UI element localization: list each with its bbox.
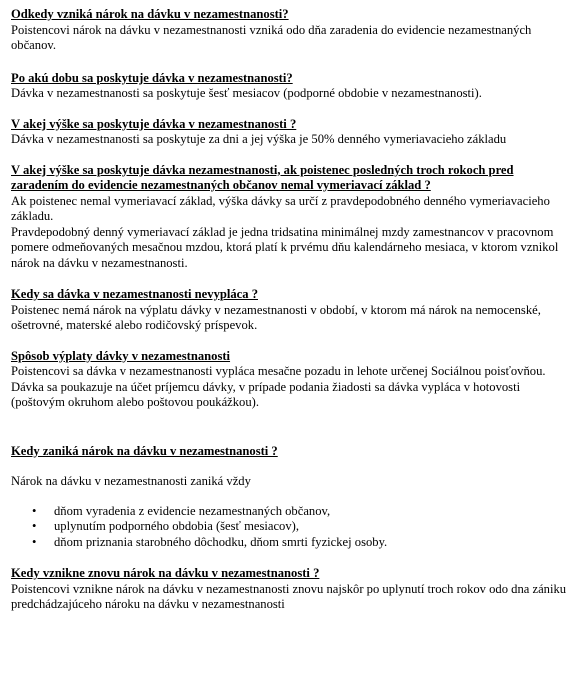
section-intro: Nárok na dávku v nezamestnanosti zaniká vždy (11, 474, 251, 488)
bullet-icon: • (32, 519, 37, 533)
list-item-text: dňom priznania starobného dôchodku, dňom smrti fyzickej osoby. (54, 534, 388, 549)
section-paragraph: Pravdepodobný denný vymeriavací základ je jedna tridsatina minimálnej mzdy zamestnancov v pracovnom pomere odmeňovaných mesačnou mzdou, ktorá platí k prvému dňu kalendárneho mesiaca, v ktorom vznikol nárok na dávku v nezamestnanosti. (11, 224, 559, 270)
bullet-icon: • (32, 503, 37, 518)
section-benefit-amount (11, 117, 567, 148)
section-heading: Kedy zaniká nárok na dávku v nezamestnanosti ? (11, 443, 278, 458)
list-item (11, 535, 567, 551)
section-paragraph: Dávka v nezamestnanosti sa poskytuje šesť mesiacov (podporné obdobie v nezamestnanosti). (11, 86, 482, 100)
section-entitlement-end (11, 444, 567, 551)
section-heading: Kedy sa dávka v nezamestnanosti nevypláca ? (11, 287, 258, 301)
section-payment-method (11, 349, 567, 411)
document-page (11, 7, 567, 613)
section-heading: Po akú dobu sa poskytuje dávka v nezamestnanosti? (11, 70, 293, 85)
section-paragraph: Dávka sa poukazuje na účet príjemcu dávky, v prípade podania žiadosti sa dávka vypláca v hotovosti (poštovým okruhom alebo poštovou poukážkou). (11, 379, 521, 409)
list-item-text: dňom vyradenia z evidencie nezamestnaných občanov, (54, 503, 331, 518)
section-paragraph: Poistencovi vznikne nárok na dávku v nezamestnanosti znovu najskôr po uplynutí troch rokov odo dna zániku predchádzajúceho nároku na dávku v nezamestnanosti (11, 581, 567, 611)
section-entitlement-renewal (11, 566, 567, 613)
bullet-icon: • (32, 534, 37, 549)
section-paragraph: Poistencovi sa dávka v nezamestnanosti vypláca mesačne pozadu in lehote určenej Sociálnou poisťovňou. (11, 364, 546, 378)
list-item (11, 519, 567, 535)
section-paragraph: Poistenec nemá nárok na výplatu dávky v nezamestnanosti v období, v ktorom má nárok na nemocenské, ošetrovné, materské alebo rodičovský príspevok. (11, 302, 541, 332)
section-benefit-duration (11, 71, 567, 102)
bullet-list (11, 504, 567, 551)
list-item (11, 504, 567, 520)
section-heading: V akej výške sa poskytuje dávka nezamestnanosti, ak poistenec posledných troch rokoch pred zaradením do evidencie nezamestnaných občanov nemal vymeriavací základ ? (11, 162, 514, 192)
section-entitlement-start (11, 7, 567, 54)
section-amount-without-base (11, 163, 567, 272)
section-heading: Spôsob výplaty dávky v nezamestnanosti (11, 348, 231, 363)
section-heading: V akej výške sa poskytuje dávka v nezamestnanosti ? (11, 116, 297, 131)
section-heading: Odkedy vzniká nárok na dávku v nezamestnanosti? (11, 7, 289, 21)
section-paragraph: Poistencovi nárok na dávku v nezamestnanosti vzniká odo dňa zaradenia do evidencie nezamestnaných občanov. (11, 22, 532, 52)
section-paragraph: Dávka v nezamestnanosti sa poskytuje za dni a jej výška je 50% denného vymeriavacieho základu (11, 132, 507, 146)
list-item-text: uplynutím podporného obdobia (šesť mesiacov), (54, 519, 299, 533)
section-not-paid (11, 287, 567, 334)
section-heading: Kedy vznikne znovu nárok na dávku v nezamestnanosti ? (11, 566, 320, 580)
section-paragraph: Ak poistenec nemal vymeriavací základ, výška dávky sa určí z pravdepodobného denného vymeriavacieho základu. (11, 193, 550, 223)
